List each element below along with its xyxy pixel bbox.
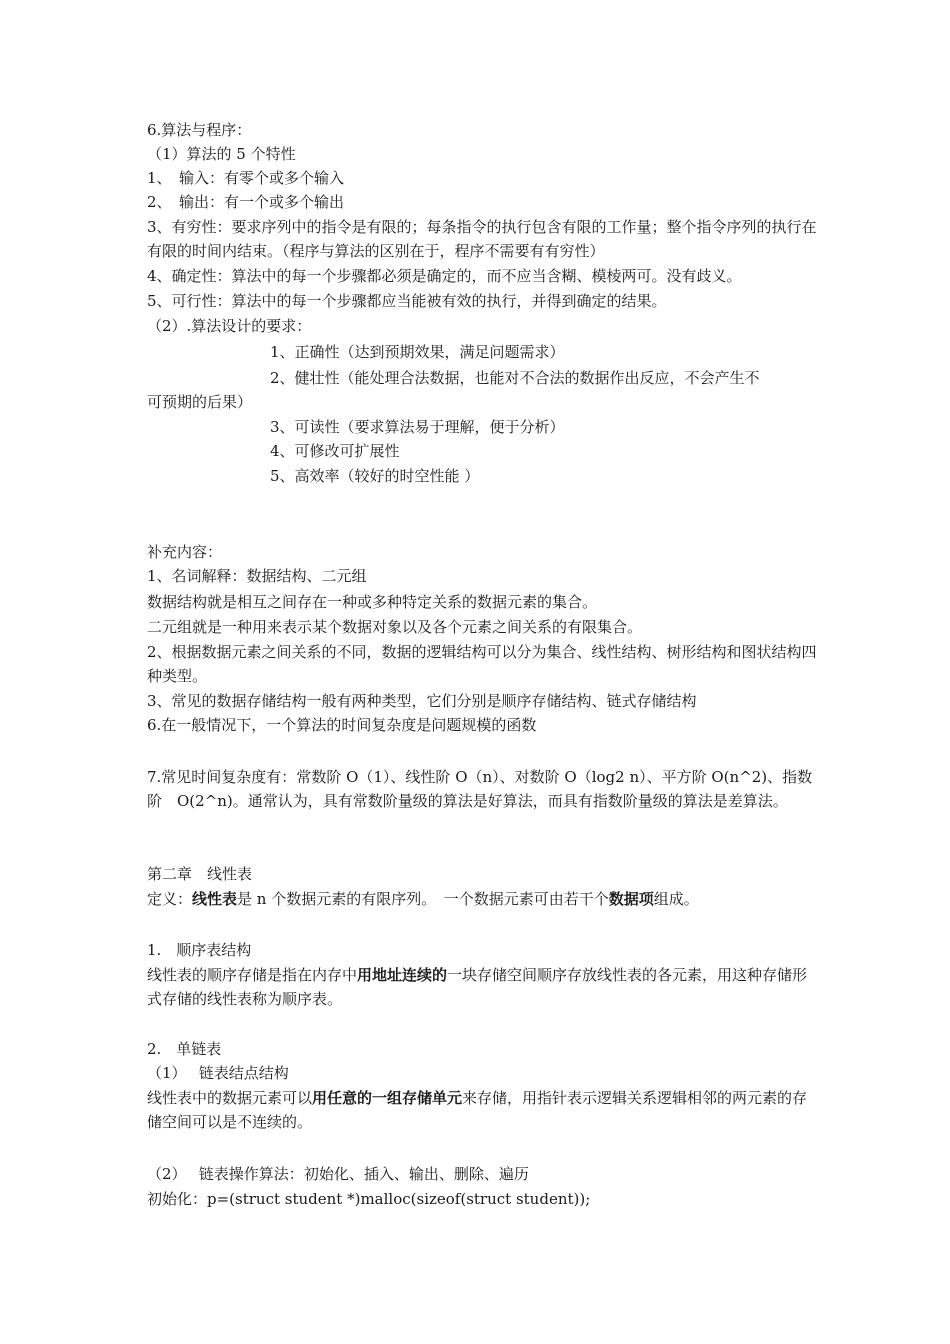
sequential-list-title: 1. 顺序表结构 — [147, 941, 252, 959]
node-text-start: 线性表中的数据元素可以 — [147, 1089, 313, 1107]
supplement-title: 补充内容： — [147, 543, 223, 561]
supplement-time-complexity: 6.在一般情况下，一个算法的时间复杂度是问题规模的函数 — [147, 716, 537, 734]
requirement-readability: 3、可读性（要求算法易于理解，便于分析） — [270, 418, 565, 436]
supplement-data-structure-def: 数据结构就是相互之间存在一种或多种特定关系的数据元素的集合。 — [147, 593, 598, 611]
definition-suffix: 组成。 — [653, 890, 699, 908]
definition-prefix: 定义： — [147, 890, 193, 908]
linear-list-definition — [147, 887, 817, 911]
node-structure-description — [147, 1086, 817, 1134]
feature-output: 2、 输出：有一个或多个输出 — [147, 193, 345, 211]
list-operations-title: （2） 链表操作算法：初始化、插入、输出、删除、遍历 — [147, 1165, 529, 1183]
feature-input: 1、 输入：有零个或多个输入 — [147, 169, 345, 187]
node-bold-phrase: 用任意的一组存储单元 — [312, 1089, 463, 1107]
requirement-robustness-cont: 可预期的后果） — [147, 393, 253, 411]
node-structure-title: （1） 链表结点结构 — [147, 1064, 289, 1082]
section-6-title: 6.算法与程序： — [147, 121, 252, 139]
chapter-2-title: 第二章 线性表 — [147, 865, 253, 883]
supplement-tuple-def: 二元组就是一种用来表示某个数据对象以及各个元素之间关系的有限集合。 — [147, 618, 643, 636]
supplement-storage-structures: 3、常见的数据存储结构一般有两种类型，它们分别是顺序存储结构、链式存储结构 — [147, 692, 697, 710]
supplement-complexity-orders: 7.常见时间复杂度有：常数阶 O（1）、线性阶 O（n）、对数阶 O（log2 n）、平方阶 O(n^2)、指数阶 O(2^n)。通常认为，具有常数阶量级的算法是好算法，而具有指数阶量级的算法是差算法。 — [147, 768, 813, 810]
algorithm-features-title: （1）算法的 5 个特性 — [147, 145, 296, 163]
definition-body: 是 n 个数据元素的有限序列。 一个数据元素可由若干个 — [237, 890, 609, 908]
feature-feasibility: 5、可行性：算法中的每一个步骤都应当能被有效的执行，并得到确定的结果。 — [147, 292, 667, 310]
feature-definiteness: 4、确定性：算法中的每一个步骤都必须是确定的，而不应当含糊、模棱两可。没有歧义。 — [147, 267, 742, 285]
sequential-list-description — [147, 963, 817, 1011]
requirement-extensibility: 4、可修改可扩展性 — [270, 442, 400, 460]
feature-finiteness: 3、有穷性：要求序列中的指令是有限的；每条指令的执行包含有限的工作量；整个指令序列的执行在有限的时间内结束。（程序与算法的区别在于，程序不需要有有穷性） — [147, 218, 817, 260]
sequential-text-start: 线性表的顺序存储是指在内存中 — [147, 966, 358, 984]
sequential-bold-phrase: 用地址连续的 — [357, 966, 448, 984]
sequential-text-end: 一块存储空间顺序存放线性表的各元素，用这种存储形式存储的线性表称为顺序表。 — [147, 966, 808, 1008]
term-linear-list: 线性表 — [192, 890, 238, 908]
requirement-efficiency: 5、高效率（较好的时空性能 ） — [270, 467, 480, 485]
singly-linked-list-title: 2. 单链表 — [147, 1040, 222, 1058]
design-requirements-title: （2）.算法设计的要求： — [147, 317, 312, 335]
supplement-logical-structures: 2、根据数据元素之间关系的不同，数据的逻辑结构可以分为集合、线性结构、树形结构和图状结构四种类型。 — [147, 643, 817, 685]
node-text-end: 来存储，用指针表示逻辑关系逻辑相邻的两元素的存储空间可以是不连续的。 — [147, 1089, 808, 1131]
initialization-code: 初始化：p=(struct student *)malloc(sizeof(struct student)); — [147, 1190, 591, 1208]
term-data-item: 数据项 — [608, 890, 654, 908]
supplement-term-definitions: 1、名词解释：数据结构、二元组 — [147, 567, 367, 585]
requirement-robustness: 2、健壮性（能处理合法数据，也能对不合法的数据作出反应，不会产生不 — [270, 369, 760, 387]
requirement-correctness: 1、正确性（达到预期效果，满足问题需求） — [270, 343, 565, 361]
